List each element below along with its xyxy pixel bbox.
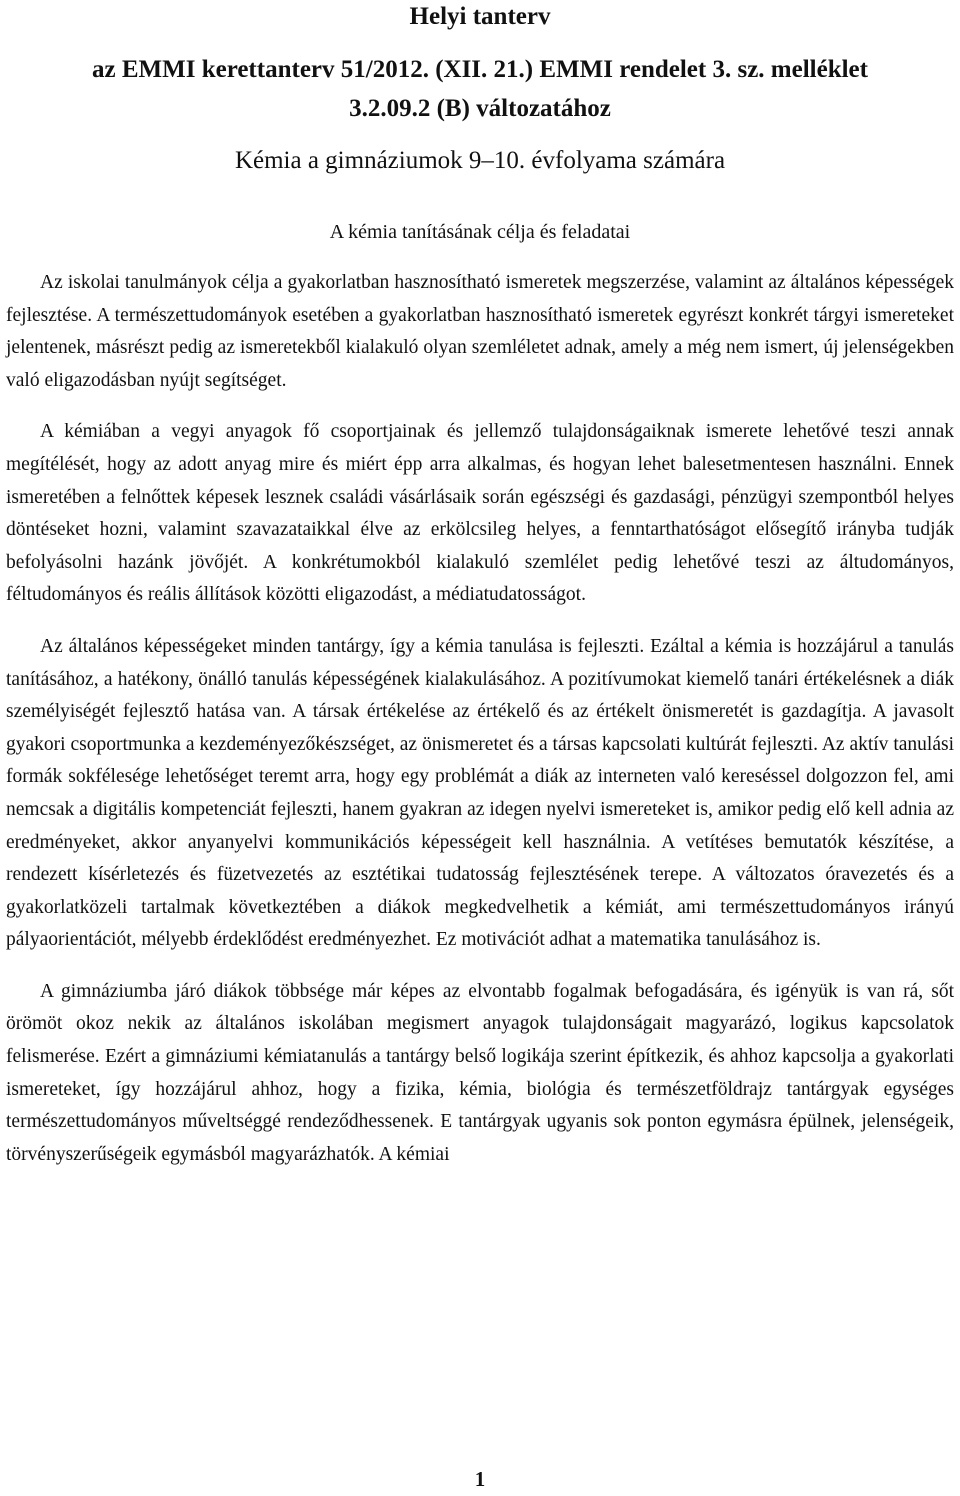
document-title: Helyi tanterv: [409, 3, 551, 30]
paragraph-1: Az iskolai tanulmányok célja a gyakorlatban hasznosítható ismeretek megszerzése, valamint az általános képességek fejlesztése. A természettudományok esetében a gyakorlatban hasznosítható ismeretek egyrészt konkrét tárgyi ismereteket jelentenek, másrészt pedig az ismeretekből kialakuló olyan szemléletet adnak, amely a még nem ismert, új jelenségekben való eligazodásban nyújt segítséget.: [6, 272, 954, 391]
paragraph-4: A gimnáziumba járó diákok többsége már képes az elvontabb fogalmak befogadására, és igényük is van rá, sőt örömöt okoz nekik az általános iskolában megismert anyagok tulajdonságait magyarázó, logikus kapcsolatok felismerése. Ezért a gimnáziumi kémiatanulás a tantárgy belső logikája szerint építkezik, és ahhoz kapcsolja a gyakorlati ismereteket, így hozzájárul ahhoz, hogy a fizika, kémia, biológia és természetföldrajz tantárgyak egységes természettudományos műveltséggé rendeződhessenek. E tantárgyak ugyanis sok ponton egymásra épülnek, jelenségeik, törvényszerűségeik egymásból magyarázhatók. A kémiai: [6, 980, 954, 1165]
course-heading: Kémia a gimnáziumok 9–10. évfolyama számára: [234, 147, 726, 174]
document-subtitle-line-2: 3.2.09.2 (B) változatához: [349, 95, 611, 122]
page-number: 1: [474, 1467, 486, 1491]
paragraph-3: Az általános képességeket minden tantárgy, így a kémia tanulása is fejleszti. Ezáltal a kémia is hozzájárul a tanulás tanításához, a hatékony, önálló tanulás képességének kialakulásához. A pozitívumokat kiemelő tanári értékelésnek a diák személyiségét fejlesztő hatása van. A társak értékelése az értékelő és az értékelt önismeretét is gazdagítja. A javasolt gyakori csoportmunka a kezdeményezőkészséget, az önismeretet és a társas kapcsolati kultúrát fejleszti. Az aktív tanulási formák sokfélesége lehetőséget teremt arra, hogy egy problémát a diák az interneten való kereséssel dolgozzon fel, ami nemcsak a digitális kompetenciát fejleszti, hanem gyakran az idegen nyelvi ismereteket is, amikor pedig elő kell adnia az eredményeket, akkor anyanyelvi kommunikációs képességeit kell használnia. A vetítéses bemutatók készítése, a rendezett kísérletezés és füzetvezetés az esztétikai tudatosság fejlesztésének terepe. A változatos óravezetés és a gyakorlatközeli tartalmak következtében a diákok megkedvelhetik a kémiát, ami természettudományos irányú pályaorientációt, mélyebb érdeklődést eredményezhet. Ez motivációt adhat a matematika tanulásához is.: [6, 635, 954, 951]
document-subtitle-line-1: az EMMI kerettanterv 51/2012. (XII. 21.) EMMI rendelet 3. sz. melléklet: [92, 56, 868, 83]
document-page: [6, 0, 954, 1171]
section-heading: A kémia tanításának célja és feladatai: [329, 221, 631, 243]
paragraph-2: A kémiában a vegyi anyagok fő csoportjainak és jellemző tulajdonságaiknak ismerete lehetővé teszi annak megítélését, hogy az adott anyag mire és miért épp arra alkalmas, és hogyan lehet balesetmentesen használni. Ennek ismeretében a felnőttek képesek lesznek családi vásárlásaik során egészségi és gazdasági, pénzügyi szempontból helyes döntéseket hozni, valamint szavazataikkal élve az erkölcsileg helyes, a fenntarthatóságot elősegítő irányba tudják befolyásolni hazánk jövőjét. A konkrétumokból kialakuló szemlélet pedig lehetővé teszi az áltudományos, féltudományos és reális állítások közötti eligazodást, a médiatudatosságot.: [6, 421, 954, 606]
